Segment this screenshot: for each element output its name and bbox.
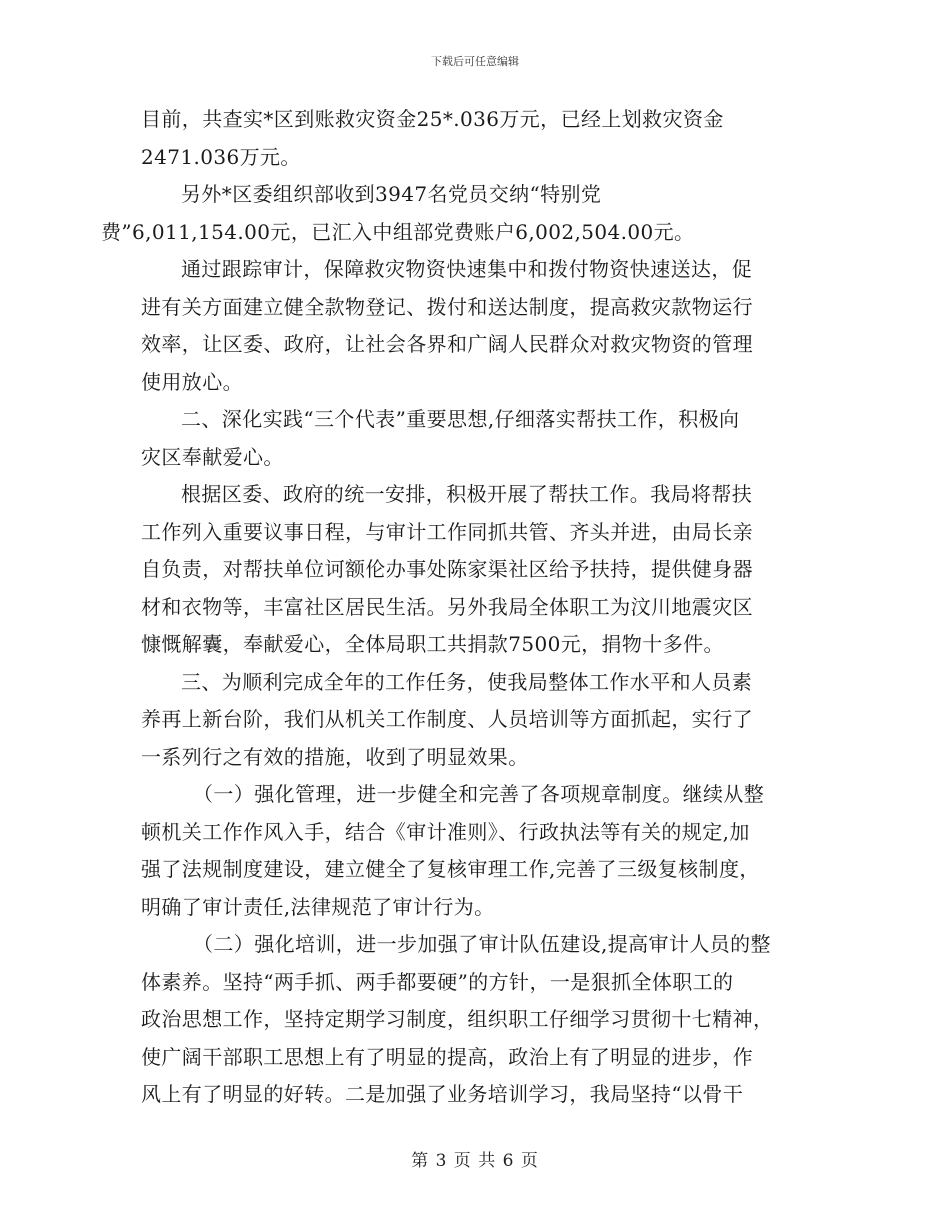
- paragraph-1: 目前，共查实*区到账救灾资金25*.036万元，已经上划救灾资金 2471.036万元。: [141, 107, 724, 169]
- paragraph-2: 另外*区委组织部收到3947名党员交纳“特别党 费”6,011,154.00元，已汇入中组部党费账户6,002,504.00元。: [101, 182, 695, 244]
- paragraph-3: 通过跟踪审计，保障救灾物资快速集中和拨付物资快速送达，促 进有关方面建立健全款物登记、拨付和送达制度，提高救灾款物运行 效率，让区委、政府，让社会各界和广阔人民群众对救灾物资的管理 使用放心。: [141, 257, 753, 394]
- subsection-2: （二）强化培训，进一步加强了审计队伍建设,提高审计人员的整 体素养。坚持“两手抓、两手都要硬”的方针，一是狠抓全体职工的 政治思想工作，坚持定期学习制度，组织职工仔细学习贯彻十七精神， 使广阔干部职工思想上有了明显的提高，政治上有了明显的进步，作 风上有了明显的好转。二是加强了业务培训学习，我局坚持“以骨干: [141, 932, 774, 1106]
- page-number: 第 3 页 共 6 页: [411, 1151, 539, 1171]
- page-header-note: 下载后可任意编辑: [431, 55, 519, 68]
- document-body: [101, 101, 811, 1114]
- section-2-heading: 二、深化实践“三个代表”重要思想,仔细落实帮扶工作，积极向 灾区奉献爱心。: [141, 407, 740, 469]
- paragraph-5: 根据区委、政府的统一安排，积极开展了帮扶工作。我局将帮扶 工作列入重要议事日程，与审计工作同抓共管、齐头并进，由局长亲 自负责，对帮扶单位诃额伦办事处陈家渠社区给予扶持，提供健身器 材和衣物等，丰富社区居民生活。另外我局全体职工为汶川地震灾区 慷慨解囊，奉献爱心，全体局职工共捐款7500元，捐物十多件。: [141, 482, 753, 656]
- section-3-heading: 三、为顺利完成全年的工作任务，使我局整体工作水平和人员素 养再上新台阶，我们从机关工作制度、人员培训等方面抓起，实行了 一系列行之有效的措施，收到了明显效果。: [141, 669, 753, 769]
- subsection-1: （一）强化管理，进一步健全和完善了各项规章制度。继续从整 顿机关工作作风入手，结合《审计准则》、行政执法等有关的规定,加 强了法规制度建设，建立健全了复核审理工作,完善了三级复核制度， 明确了审计责任,法律规范了审计行为。: [141, 782, 765, 919]
